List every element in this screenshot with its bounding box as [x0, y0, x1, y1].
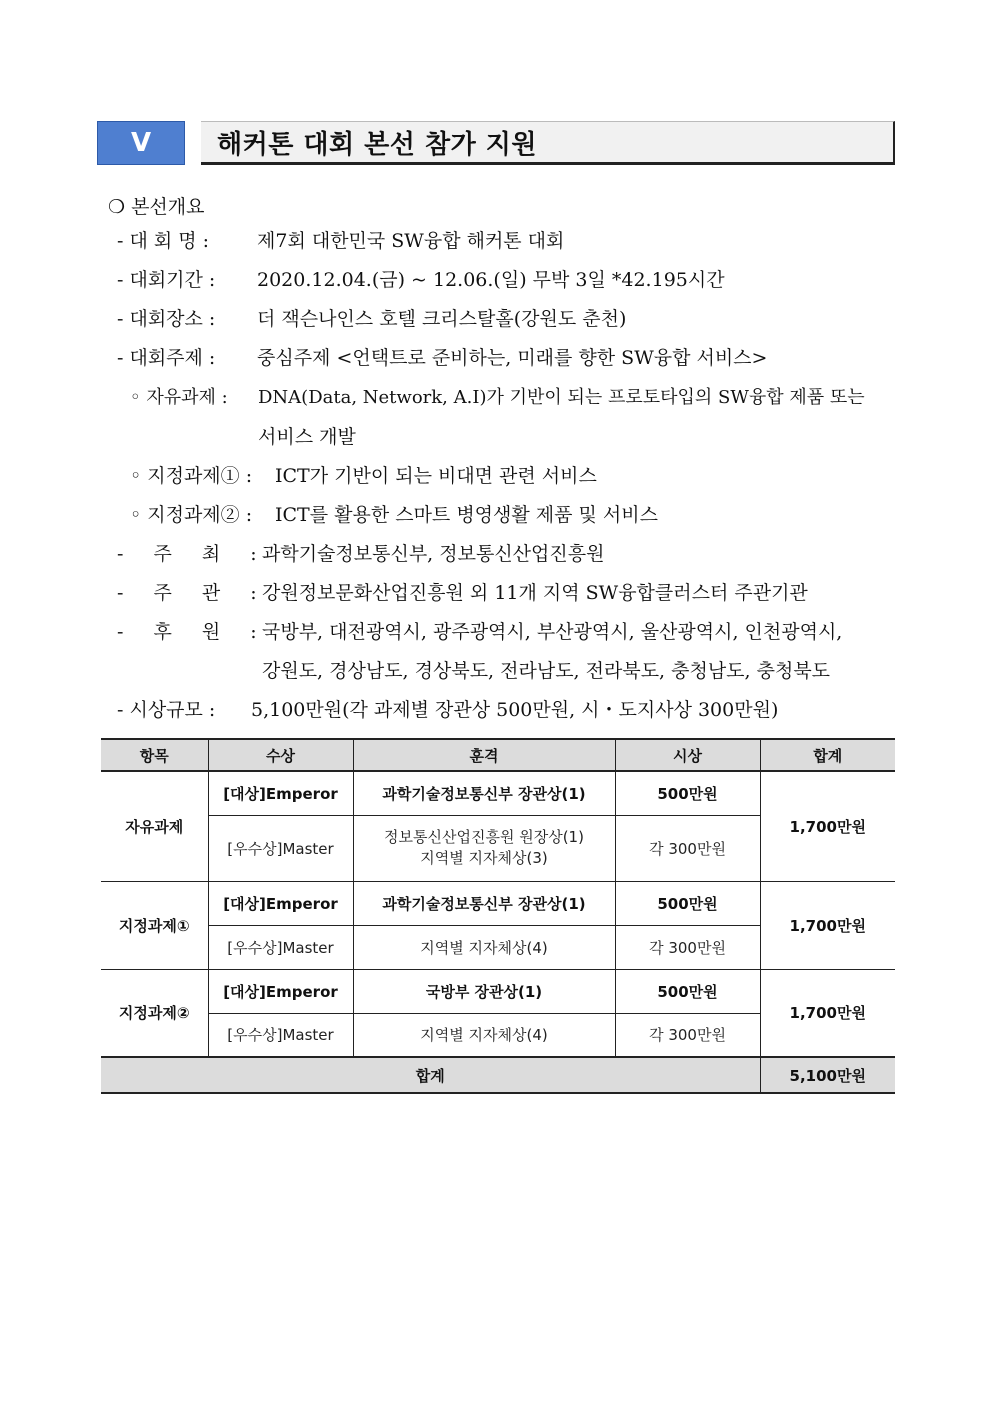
award-cell: [우수상]Master [208, 925, 353, 969]
overview-line-text: 더 잭슨나인스 호텔 크리스탈홀(강원도 춘천) [257, 308, 627, 330]
awards-table [101, 738, 895, 1094]
overview-line-label: - 주 관 : [117, 582, 257, 604]
overview-line-label: ◦ 자유과제 : [130, 387, 228, 408]
overview-line [117, 701, 778, 720]
prize-cell: 500만원 [615, 771, 760, 815]
overview-line-label: - 주 최 : [117, 543, 257, 565]
overview-line-label: - 대회주제 : [117, 347, 216, 369]
overview-line-label: - 대 회 명 : [117, 230, 210, 252]
category-cell: 지정과제① [101, 881, 208, 969]
overview-line-label: - 후 원 : [117, 621, 257, 643]
header-category: 항목 [101, 739, 208, 771]
award-cell: [대상]Emperor [208, 881, 353, 925]
footer-label: 합계 [101, 1057, 760, 1093]
overview-line [117, 310, 626, 329]
overview-line-label: - 대회장소 : [117, 308, 216, 330]
prize-cell: 500만원 [615, 969, 760, 1013]
header-honor: 훈격 [353, 739, 615, 771]
overview-line [258, 428, 356, 447]
overview-line [130, 506, 658, 525]
prize-cell: 500만원 [615, 881, 760, 925]
header-prize: 시상 [615, 739, 760, 771]
footer-total: 5,100만원 [760, 1057, 895, 1093]
honor-line: 정보통신산업진흥원 원장상(1) [384, 828, 584, 846]
overview-line-text: DNA(Data, Network, A.I)가 기반이 되는 프로토타입의 SW융합 제품 또는 [258, 387, 865, 408]
category-cell: 자유과제 [101, 771, 208, 881]
overview-line-label: - 대회기간 : [117, 269, 216, 291]
honor-cell [353, 815, 615, 881]
overview-line [117, 271, 725, 290]
overview-line-text: 제7회 대한민국 SW융합 해커톤 대회 [257, 230, 565, 252]
overview-line-label: ◦ 지정과제② : [130, 504, 253, 526]
award-cell: [우수상]Master [208, 1013, 353, 1057]
overview-line-text: ICT를 활용한 스마트 병영생활 제품 및 서비스 [275, 504, 658, 526]
overview-line-text: 국방부, 대전광역시, 광주광역시, 부산광역시, 울산광역시, 인천광역시, [262, 621, 843, 643]
overview-line-text: 강원정보문화산업진흥원 외 11개 지역 SW융합클러스터 주관기관 [262, 582, 808, 604]
header-award: 수상 [208, 739, 353, 771]
prize-cell: 각 300만원 [615, 925, 760, 969]
overview-line [130, 467, 597, 486]
prize-cell: 각 300만원 [615, 1013, 760, 1057]
overview-line-label: - 시상규모 : [117, 699, 216, 721]
table-row [101, 881, 895, 925]
overview-line-text: 중심주제 <언택트로 준비하는, 미래를 향한 SW융합 서비스> [257, 347, 768, 369]
honor-cell: 국방부 장관상(1) [353, 969, 615, 1013]
table-footer-row [101, 1057, 895, 1093]
overview-line-text: 과학기술정보통신부, 정보통신산업진흥원 [262, 543, 605, 565]
category-cell: 지정과제② [101, 969, 208, 1057]
award-cell: [대상]Emperor [208, 771, 353, 815]
total-cell: 1,700만원 [760, 881, 895, 969]
overview-line [117, 584, 808, 603]
overview-line-text: ICT가 기반이 되는 비대면 관련 서비스 [275, 465, 597, 487]
total-cell: 1,700만원 [760, 771, 895, 881]
overview-line-label: ◦ 지정과제① : [130, 465, 253, 487]
overview-line [117, 545, 604, 564]
award-cell: [우수상]Master [208, 815, 353, 881]
overview-line [117, 623, 842, 642]
overview-line-text: 서비스 개발 [258, 426, 356, 448]
overview-line [117, 349, 767, 368]
honor-cell: 지역별 지자체상(4) [353, 1013, 615, 1057]
header-total: 합계 [760, 739, 895, 771]
overview-line [130, 389, 865, 407]
table-row [101, 969, 895, 1013]
honor-cell: 지역별 지자체상(4) [353, 925, 615, 969]
total-cell: 1,700만원 [760, 969, 895, 1057]
overview-heading: ❍ 본선개요 [108, 196, 205, 218]
table-header-row [101, 739, 895, 771]
section-number: Ⅴ [97, 121, 185, 165]
award-cell: [대상]Emperor [208, 969, 353, 1013]
honor-cell: 과학기술정보통신부 장관상(1) [353, 881, 615, 925]
overview-line [262, 662, 830, 681]
table-row [101, 771, 895, 815]
overview-line [117, 232, 564, 251]
prize-cell: 각 300만원 [615, 815, 760, 881]
honor-line: 지역별 지자체상(3) [420, 849, 548, 867]
honor-cell: 과학기술정보통신부 장관상(1) [353, 771, 615, 815]
overview-line-text: 2020.12.04.(금) ~ 12.06.(일) 무박 3일 *42.195시간 [257, 269, 725, 291]
overview-line-text: 5,100만원(각 과제별 장관상 500만원, 시・도지사상 300만원) [251, 699, 779, 721]
section-title: 해커톤 대회 본선 참가 지원 [201, 121, 895, 165]
overview-line-text: 강원도, 경상남도, 경상북도, 전라남도, 전라북도, 충청남도, 충청북도 [262, 660, 831, 682]
